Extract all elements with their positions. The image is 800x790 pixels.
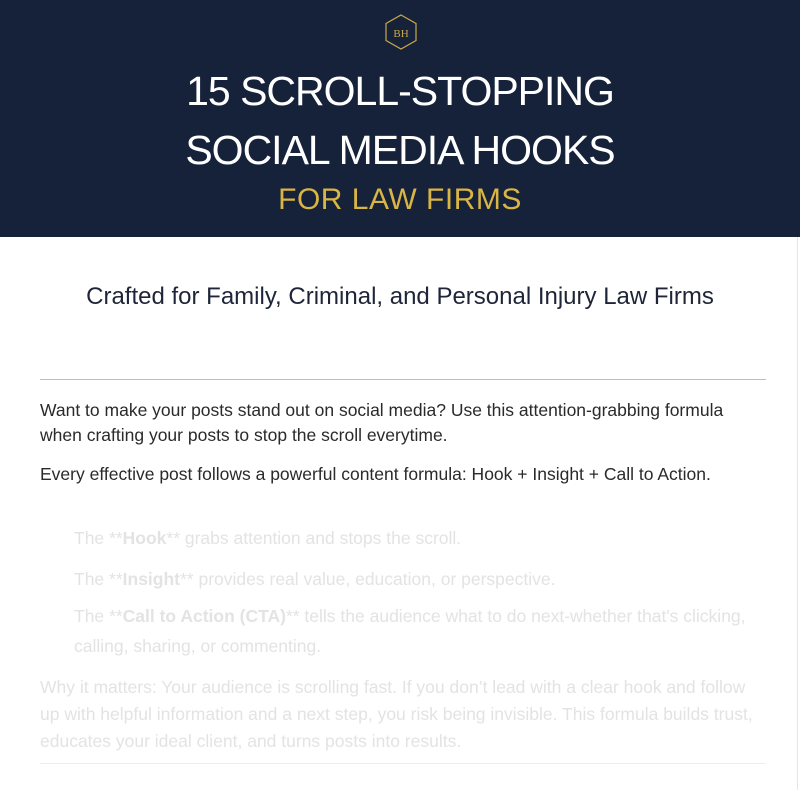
bullet-prefix: The ** (74, 569, 123, 589)
faint-divider (40, 763, 766, 764)
title-line-1: 15 SCROLL-STOPPING (186, 68, 614, 114)
insight-bullet (74, 564, 768, 594)
title-line-2: SOCIAL MEDIA HOOKS (185, 127, 615, 173)
bullet-bold-term: Call to Action (CTA) (122, 606, 286, 626)
hook-bullet (74, 523, 768, 553)
formula-paragraph: Every effective post follows a powerful content formula: Hook + Insight + Call to Action. (40, 464, 711, 484)
bullet-suffix: ** provides real value, education, or perspective. (180, 569, 556, 589)
page-edge-line (797, 237, 798, 790)
bullet-prefix: The ** (74, 606, 123, 626)
bullet-bold-term: Hook (122, 528, 167, 548)
subtitle: FOR LAW FIRMS (278, 183, 522, 216)
cta-bullet (74, 601, 768, 661)
why-it-matters-paragraph: Why it matters: Your audience is scrolling fast. If you don’t lead with a clear hook and follow up with helpful information and a next step, you risk being invisible. This formula builds trust, educates your ideal client, and turns posts into results. (40, 677, 753, 751)
bullet-prefix: The ** (74, 528, 123, 548)
logo-text: BH (393, 28, 409, 40)
bullet-suffix: ** tells the audience what to do next-whether that's clicking, calling, sharing, or commenting. (74, 606, 746, 656)
bullet-suffix: ** grabs attention and stops the scroll. (166, 528, 462, 548)
bullet-bold-term: Insight (122, 569, 180, 589)
gold-divider (40, 379, 766, 380)
brand-logo (385, 14, 417, 50)
header-banner (0, 0, 800, 237)
crafted-for-heading: Crafted for Family, Criminal, and Personal Injury Law Firms (86, 283, 714, 310)
intro-paragraph: Want to make your posts stand out on social media? Use this attention-grabbing formula when crafting your posts to stop the scroll everytime. (40, 400, 724, 445)
